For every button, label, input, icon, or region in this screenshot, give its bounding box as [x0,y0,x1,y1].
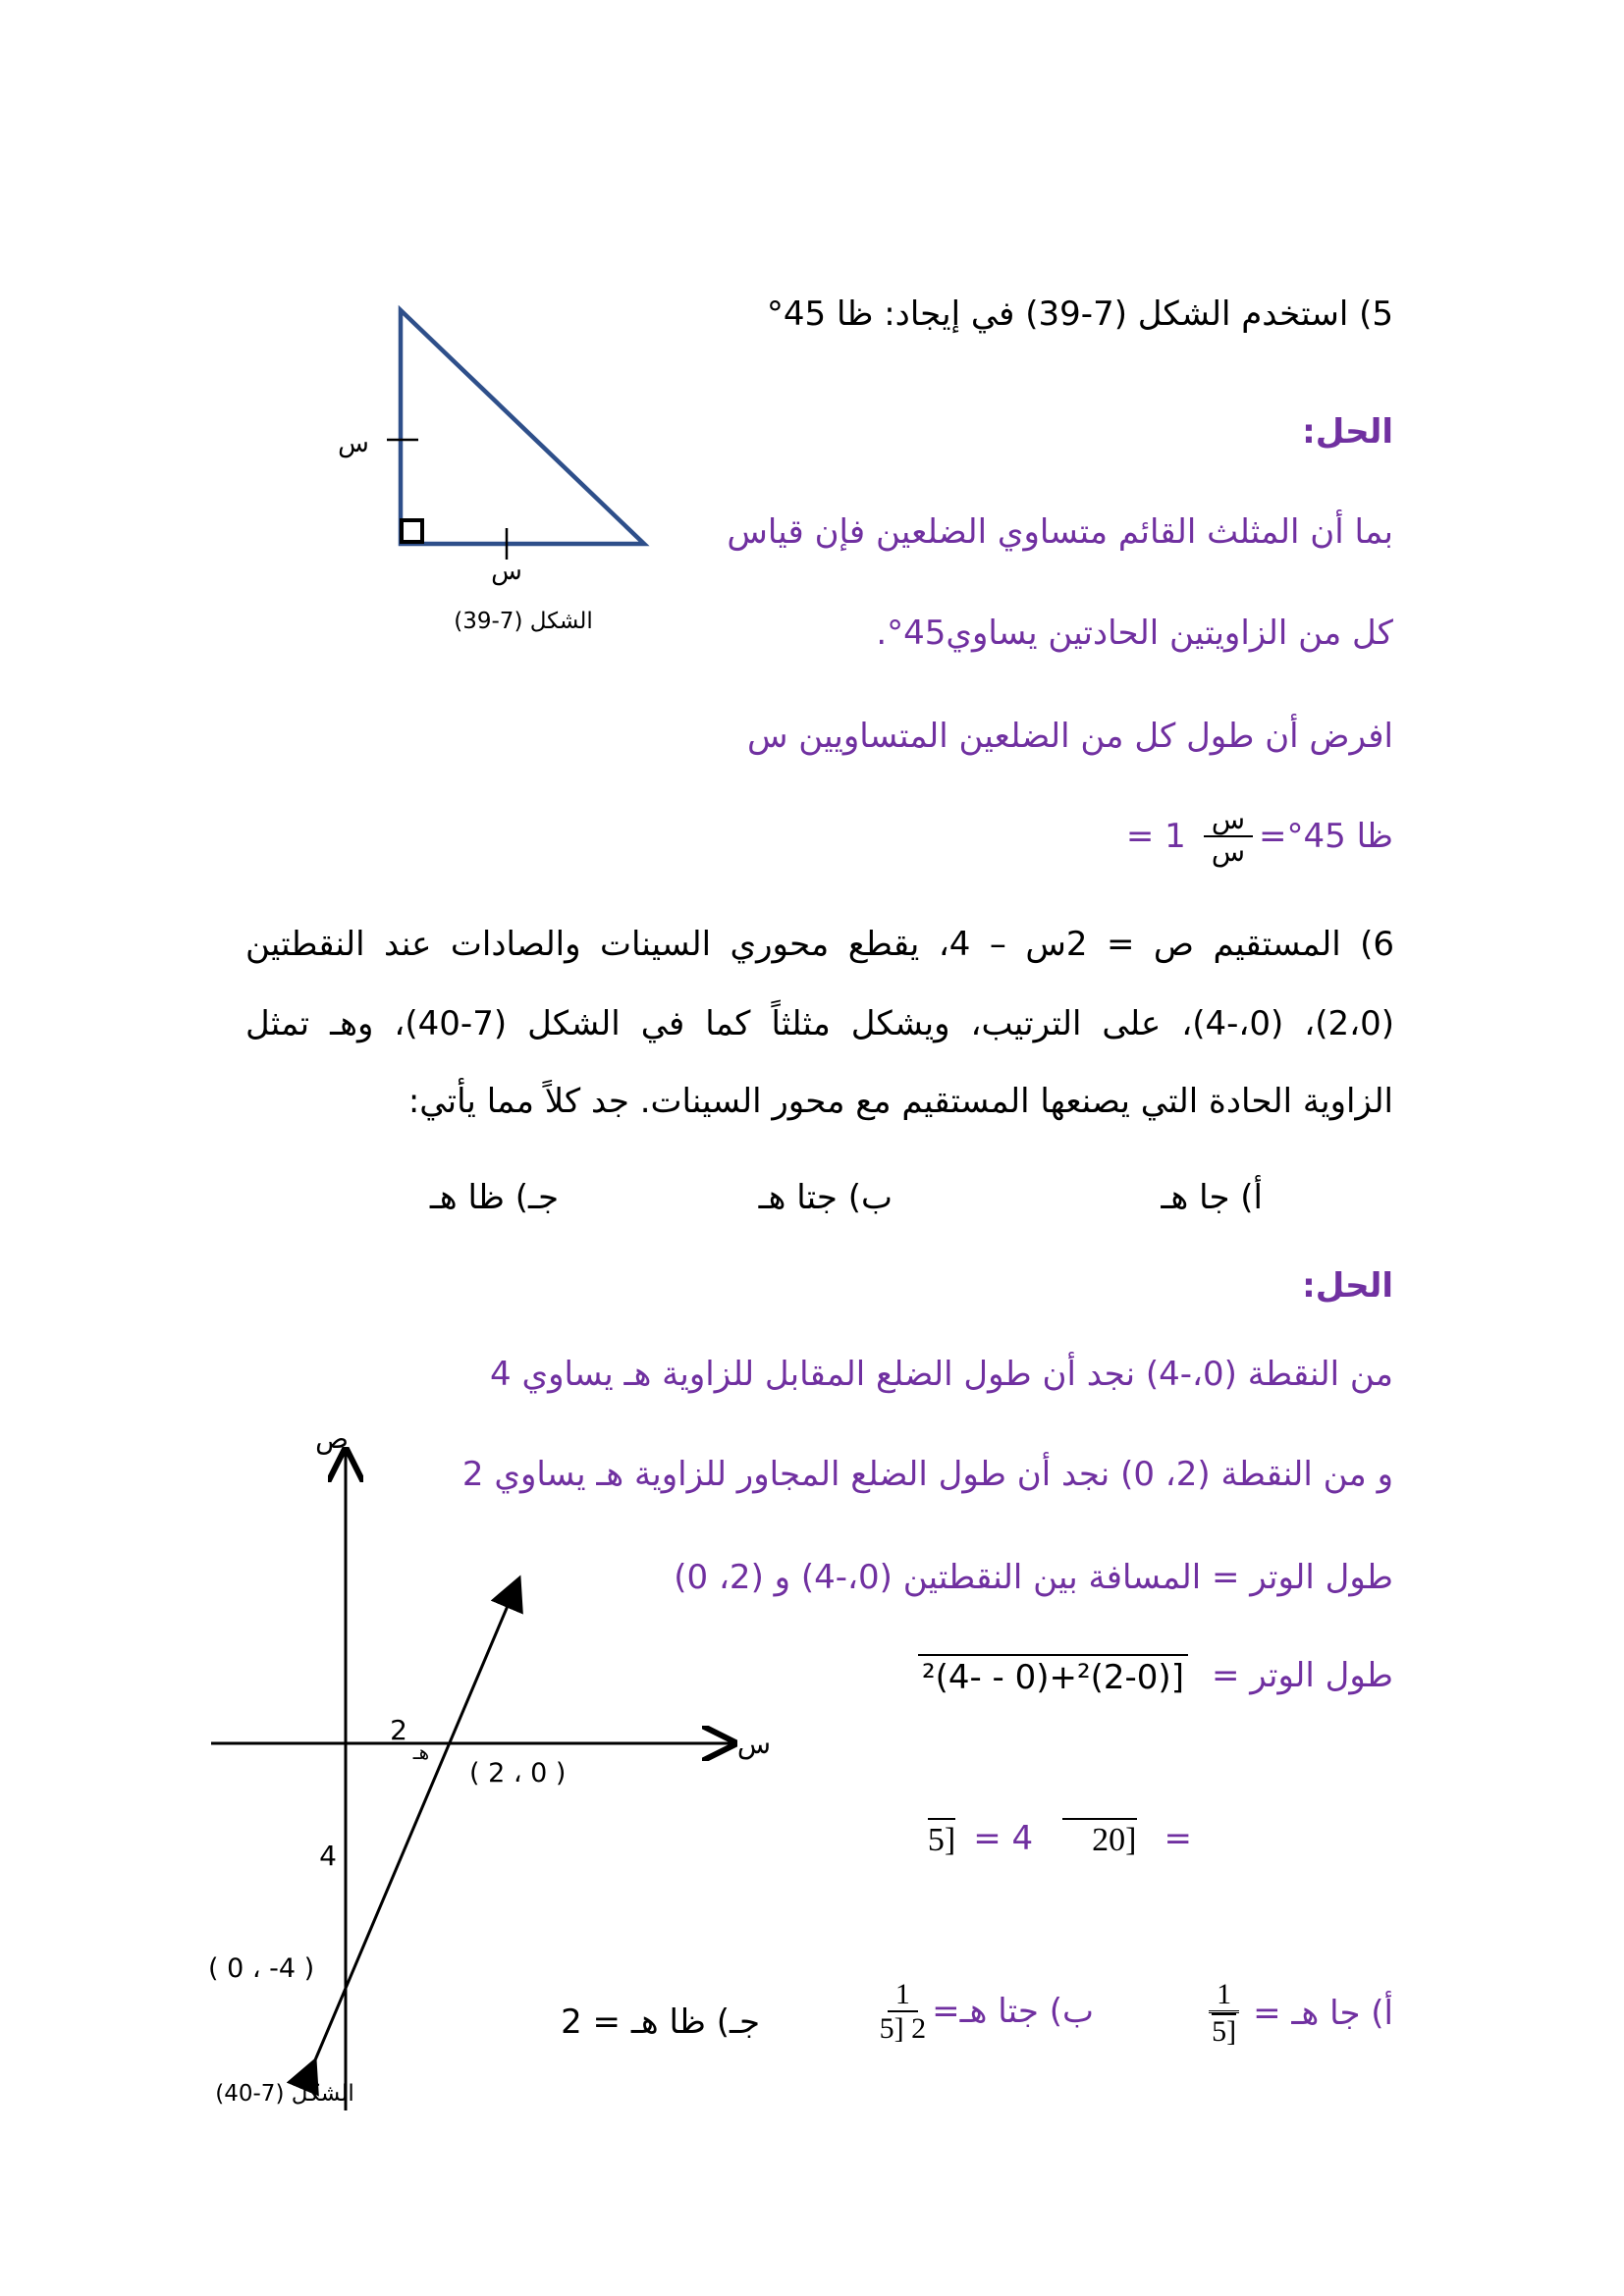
q5-eq-left: ظا 45°= [1259,816,1393,856]
side-left-label: س [338,429,369,458]
q6-answer-c: جـ) ظا هـ = 2 [561,2002,760,2042]
angle-label: هـ [412,1740,430,1764]
q6-hyp-formula [918,1654,1393,1697]
right-triangle [401,310,644,544]
label-2: 2 [390,1714,407,1746]
ans-b-num: 1 [888,1978,918,2012]
side-bottom-label: س [491,557,522,586]
q5-frac-den: س [1211,834,1245,868]
figure-7-40 [196,1423,785,2130]
hyp-label: طول الوتر = [1211,1656,1393,1695]
q6-option-b: ب) جتا هـ [758,1178,893,1217]
right-angle-mark [402,520,422,542]
y-axis-label: ص [315,1423,349,1455]
ans-a-label: أ) جا هـ = [1253,1993,1393,2033]
ans-a-den: 5] [1212,2015,1237,2048]
hyp-expression: [(0-2)²+(0 - -4)² [918,1654,1188,1697]
q5-fraction [1204,805,1253,868]
q6-solution-line1: من النقطة (0،-4) نجد أن طول الضلع المقابل للزاوية هـ يساوي 4 [490,1355,1393,1394]
figure-caption-40: الشكل (7-40) [215,2081,354,2107]
ans-b-den: 2 [5 [879,2012,927,2045]
q6-answer-b [880,1978,1094,2045]
x-intercept-label: ( 2 ، 0 ) [469,1758,567,1789]
q5-line3: افرض أن طول كل من الضلعين المتساويين س [746,717,1393,756]
q6-solution-line2: و من النقطة (2، 0) نجد أن طول الضلع المجاور للزاوية هـ يساوي 2 [461,1455,1393,1494]
q5-solution-label: الحل: [1302,412,1393,452]
q6-line3: الزاوية الحادة التي يصنعها المستقيم مع محور السينات. جد كلاً مما يأتي: [407,1082,1393,1121]
q6-option-a: أ) جا هـ [1161,1178,1263,1217]
x-axis-label: س [736,1728,772,1760]
q5-frac-num: س [1204,805,1253,837]
q6-solution-label: الحل: [1302,1266,1393,1306]
root5: 5] [928,1818,955,1859]
label-4: 4 [319,1840,337,1872]
q5-line1: بما أن المثلث القائم متساوي الضلعين فإن قياس [727,512,1393,552]
q6-solution-line3: طول الوتر = المسافة بين النقطتين (0،-4) و (2، 0) [674,1558,1393,1597]
ans-b-label: ب) جتا هـ= [932,1992,1094,2031]
ans-a-fraction [1209,1978,1239,2048]
equals: = [1164,1819,1192,1858]
equals-4: = 4 [973,1819,1034,1858]
q6-answer-a [1209,1978,1393,2048]
q6-line1: 6) المستقيم ص = 2س – 4، يقطع محوري السينات والصادات عند النقطتين [245,925,1395,964]
q6-line2: (2،0)، (0،-4)، على الترتيب، ويشكل مثلثاً كما في الشكل (7-40)، وهـ تمثل [245,1004,1395,1043]
q5-equation [1126,805,1393,868]
q5-eq-right: = 1 [1125,816,1186,856]
q6-hyp-result [928,1818,1192,1859]
ans-a-num: 1 [1209,1978,1239,2013]
root20: 20] [1062,1818,1136,1859]
q5-line2: كل من الزاويتين الحادتين يساوي45°. [876,614,1393,653]
figure-7-39 [324,294,677,648]
y-intercept-label: ( 0 ، -4 ) [208,1953,315,1984]
q5-question: 5) استخدم الشكل (7-39) في إيجاد: ظا 45° [766,294,1393,334]
q6-option-c: جـ) ظا هـ [429,1178,559,1217]
ans-b-fraction [880,1978,927,2045]
figure-caption-39: الشكل (7-39) [454,609,593,634]
